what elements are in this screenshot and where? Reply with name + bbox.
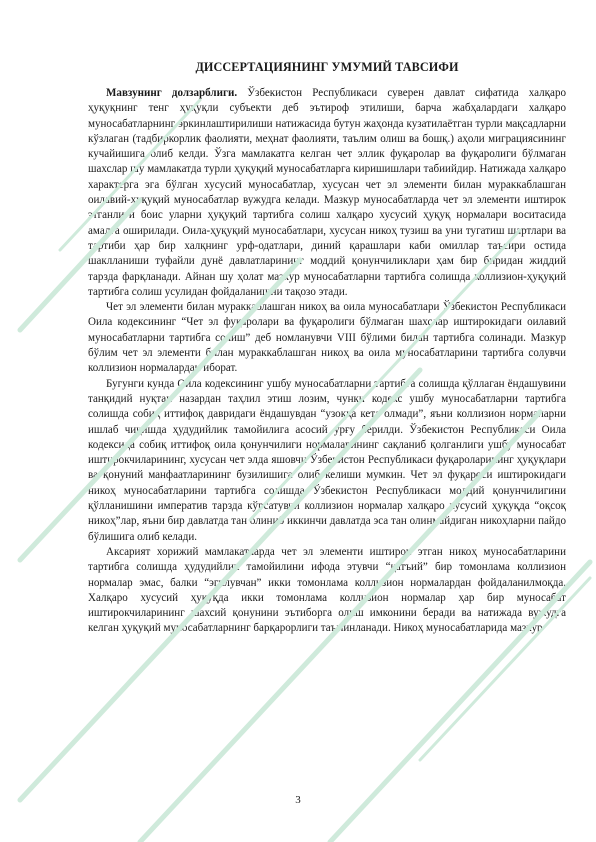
- paragraph-foreign-practice: Аксарият хорижий мамлакатларда чет эл элементи иштирок этган никоҳ муносабатларини тартибга солишда ҳудудийлик тамойилини ифода этувчи “қатъий” бир томонлама коллизион нормалар эмас, балки “эгилувчан” икки томонлама коллизион нормалардан фойдаланилмоқда. Халқаро хусусий ҳуқуқда икки томонлама коллизион нормалар ҳар бир муносабат иштирокчиларининг шахсий қонунини эътиборга олиш имконини беради ва натижада вужудга келган ҳуқуқий муносабатларнинг барқарорлиги таъминланади. Никоҳ муносабатларида мазкур: [88, 545, 566, 635]
- page-number: 3: [295, 794, 301, 806]
- paragraph-family-code: Чет эл элементи билан мураккаблашган никоҳ ва оила муносабатлари Ўзбекистон Республикаси Оила кодексининг “Чет эл фуқаролари ва фуқаролиги бўлмаган шахслар иштирокидаги оилавий муносабатларни тартибга солиш” деб номланувчи VIII бўлими билан тартибга солинади. Мазкур бўлим чет эл элементи билан мураккаблашган никоҳ ва оила муносабатларини тартибга солувчи коллизион нормалардан иборат.: [88, 301, 566, 375]
- paragraph-lead-heading: Мавзунинг долзарблиги.: [106, 87, 238, 99]
- page-title: ДИССЕРТАЦИЯНИНГ УМУМИЙ ТАВСИФИ: [195, 60, 459, 74]
- paragraph-relevance-text: Ўзбекистон Республикаси суверен давлат сифатида халқаро ҳуқуқнинг тенг ҳуқуқли субъекти деб эътироф этилиши, барча жабҳалардаги халқаро муносабатларнинг эркинлаштирилиши натижасида бутун жаҳонда кузатилаётган турли мақсадларни кўзлаган (тадбиркорлик фаолияти, меҳнат фаолияти, таълим олиш ва бошқ.) аҳоли миграциясининг кучайишига олиб келди. Ўзга мамлакатга келган чет эллик фуқаролар ва фуқаролиги бўлмаган шахслар шу мамлакатда турли ҳуқуқий муносабатларга киришишлари табиийдир. Натижада халқаро характерга эга бўлган хусусий муносабатлар, хусусан чет эл элементи билан мураккаблашган оилавий-ҳуқуқий муносабатлар вужудга келади. Мазкур муносабатларда чет эл элементи иштирок этганлиги боис уларни ҳуқуқий тартибга солиш халқаро хусусий ҳуқуқ нормалари воситасида амалга оширилади. Оила-ҳуқуқий муносабатлари, хусусан никоҳ тузиш ва уни тугатиш шартлари ва тартиби ҳар бир халқнинг урф-одатлари, диний қарашлари каби омиллар таъсири остида шаклланиши туфайли дунё давлатларининг моддий қонунчиликлари ҳам бир биридан жиддий тарзда фарқланади. Айнан шу ҳолат мазкур муносабатларни тартибга солишда коллизион-ҳуқуқий тартибга солиш усулидан фойдаланишни тақозо этади.: [88, 87, 567, 298]
- paragraph-critique: Бугунги кунда Оила кодексининг ушбу муносабатларни тартибга солишда қўллаган ёндашувини танқидий нуқтаи назардан таҳлил этиш лозим, чунки кодекс ушбу муносабатларни тартибга солишда собиқ иттифоқ давридаги ёндашувдан “узоққа кета олмади”, яъни коллизион нормаларни ишлаб чиқишда ҳудудийлик тамойилига асосий урғу берилди. Ўзбекистон Республикаси Оила кодексида собиқ иттифоқ оила қонунчилиги нормаларининг сақланиб қолганлиги ушбу муносабат иштирокчиларининг, хусусан чет элда яшовчи Ўзбекистон Республикаси фуқароларининг ҳуқуқлари ва қонуний манфаатларининг бузилишига олиб келиши мумкин. Чет эл фуқароси иштирокидаги никоҳ муносабатларини тартибга солишда Ўзбекистон Республикаси моддий қонунчилигини қўлланишини императив тарзда кўрсатувчи коллизион нормалар халқаро хусусий ҳуқуқда “оқсоқ никоҳ”лар, яъни бир давлатда тан олиниб иккинчи давлатда эса тан олинмайдиган никоҳларни пайдо бўлишига олиб келади.: [88, 377, 566, 543]
- document-body: [88, 86, 566, 637]
- paragraph-relevance: [88, 86, 566, 300]
